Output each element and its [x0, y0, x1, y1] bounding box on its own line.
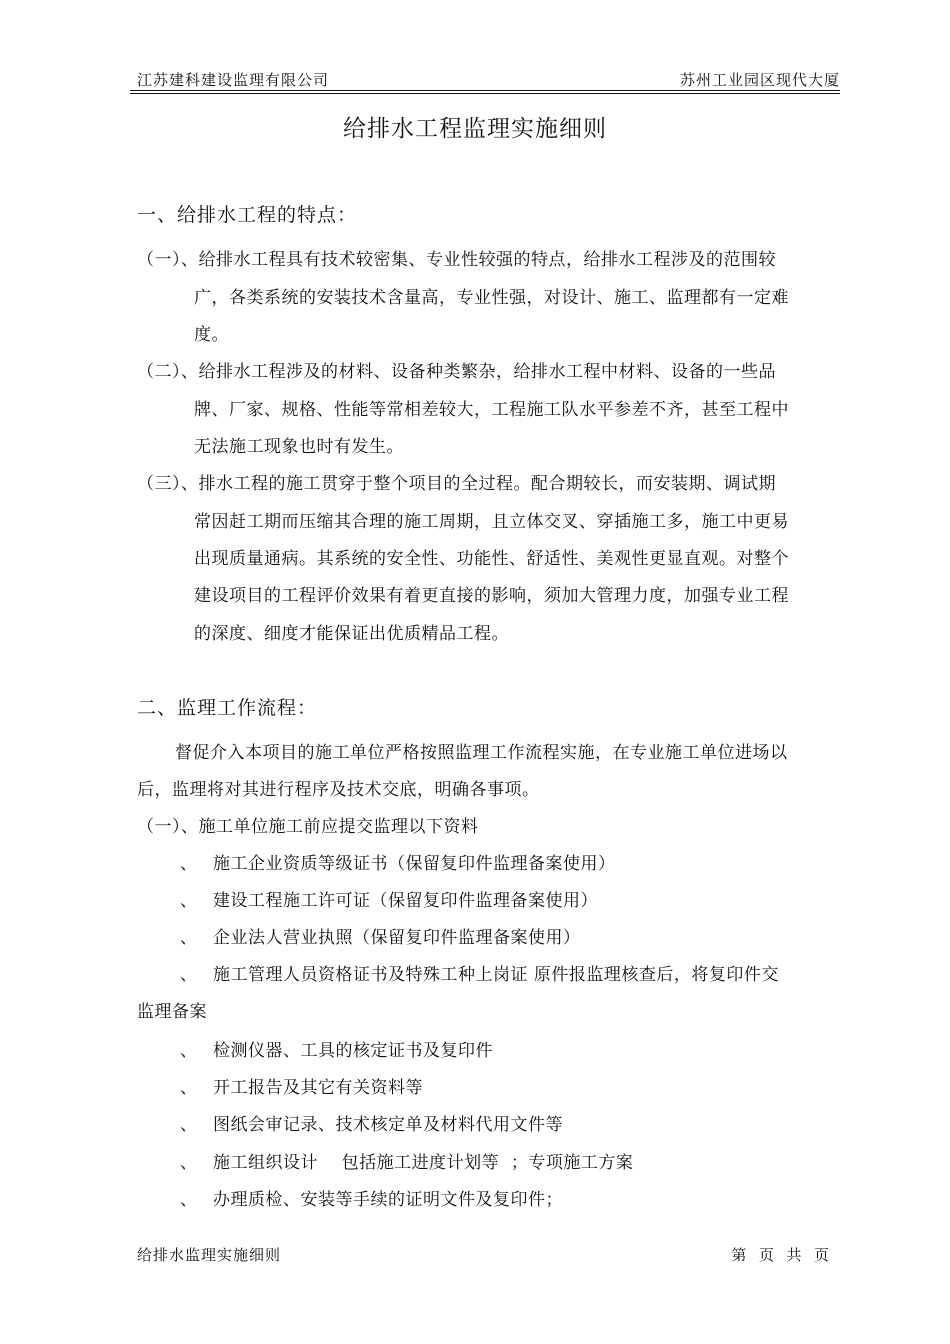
- list-item: 开工报告及其它有关资料等: [213, 1078, 423, 1098]
- list-item: 建设工程施工许可证（保留复印件监理备案使用）: [213, 891, 598, 911]
- list-item: 图纸会审记录、技术核定单及材料代用文件等: [213, 1115, 563, 1135]
- para-3-line-4: 建设项目的工程评价效果有着更直接的影响，须加大管理力度，加强专业工程: [194, 586, 789, 606]
- list-item: 企业法人营业执照（保留复印件监理备案使用）: [213, 928, 581, 948]
- section-2-heading: 二、监理工作流程：: [137, 697, 318, 719]
- list-marker: 、: [180, 1041, 197, 1061]
- list-item: 施工企业资质等级证书（保留复印件监理备案使用）: [213, 854, 616, 874]
- list-marker: 、: [180, 1115, 197, 1135]
- para-3-line-1: （三）、排水工程的施工贯穿于整个项目的全过程。配合期较长，而安装期、调试期: [137, 474, 776, 494]
- intro-line-1: 督促介入本项目的施工单位严格按照监理工作流程实施，在专业施工单位进场以: [175, 743, 788, 763]
- list-marker: 、: [180, 854, 197, 874]
- header-rule: [130, 90, 840, 91]
- header-rule-2: [130, 93, 840, 94]
- footer-page-number: 第 页 共 页: [731, 1246, 830, 1264]
- list-marker: 、: [180, 891, 197, 911]
- list-item: 检测仪器、工具的核定证书及复印件: [213, 1041, 493, 1061]
- para-1-line-1: （一）、给排水工程具有技术较密集、专业性较强的特点，给排水工程涉及的范围较: [137, 250, 776, 270]
- list-item-continuation: 监理备案: [137, 1002, 207, 1022]
- list-marker: 、: [180, 1153, 197, 1173]
- list-marker: 、: [180, 965, 197, 985]
- list-marker: 、: [180, 928, 197, 948]
- header-project: 苏州工业园区现代大厦: [679, 71, 840, 89]
- para-1-line-2: 广，各类系统的安装技术含量高，专业性强，对设计、施工、监理都有一定难: [194, 288, 789, 308]
- subsection-1-heading: （一）、施工单位施工前应提交监理以下资料: [137, 817, 479, 837]
- para-2-line-2: 牌、厂家、规格、性能等常相差较大，工程施工队水平参差不齐，甚至工程中: [194, 400, 789, 420]
- list-item: 办理质检、安装等手续的证明文件及复印件；: [213, 1190, 563, 1210]
- list-item: 施工组织设计 包括施工进度计划等 ；专项施工方案: [213, 1153, 634, 1173]
- list-item: 施工管理人员资格证书及特殊工种上岗证 原件报监理核查后，将复印件交: [213, 965, 779, 985]
- list-marker: 、: [180, 1078, 197, 1098]
- list-marker: 、: [180, 1190, 197, 1210]
- para-3-line-2: 常因赶工期而压缩其合理的施工周期，且立体交叉、穿插施工多，施工中更易: [194, 512, 789, 532]
- section-1-heading: 一、给排水工程的特点：: [137, 204, 358, 226]
- para-3-line-5: 的深度、细度才能保证出优质精品工程。: [194, 624, 509, 644]
- para-3-line-3: 出现质量通病。其系统的安全性、功能性、舒适性、美观性更显直观。对整个: [194, 549, 789, 569]
- para-2-line-3: 无法施工现象也时有发生。: [194, 437, 404, 457]
- document-title: 给排水工程监理实施细则: [343, 116, 607, 142]
- para-2-line-1: （二）、给排水工程涉及的材料、设备种类繁杂，给排水工程中材料、设备的一些品: [137, 362, 776, 382]
- footer-doc-name: 给排水监理实施细则: [137, 1246, 282, 1264]
- header-company: 江苏建科建设监理有限公司: [137, 71, 330, 89]
- para-1-line-3: 度。: [194, 325, 229, 345]
- intro-line-2: 后，监理将对其进行程序及技术交底，明确各事项。: [137, 780, 540, 800]
